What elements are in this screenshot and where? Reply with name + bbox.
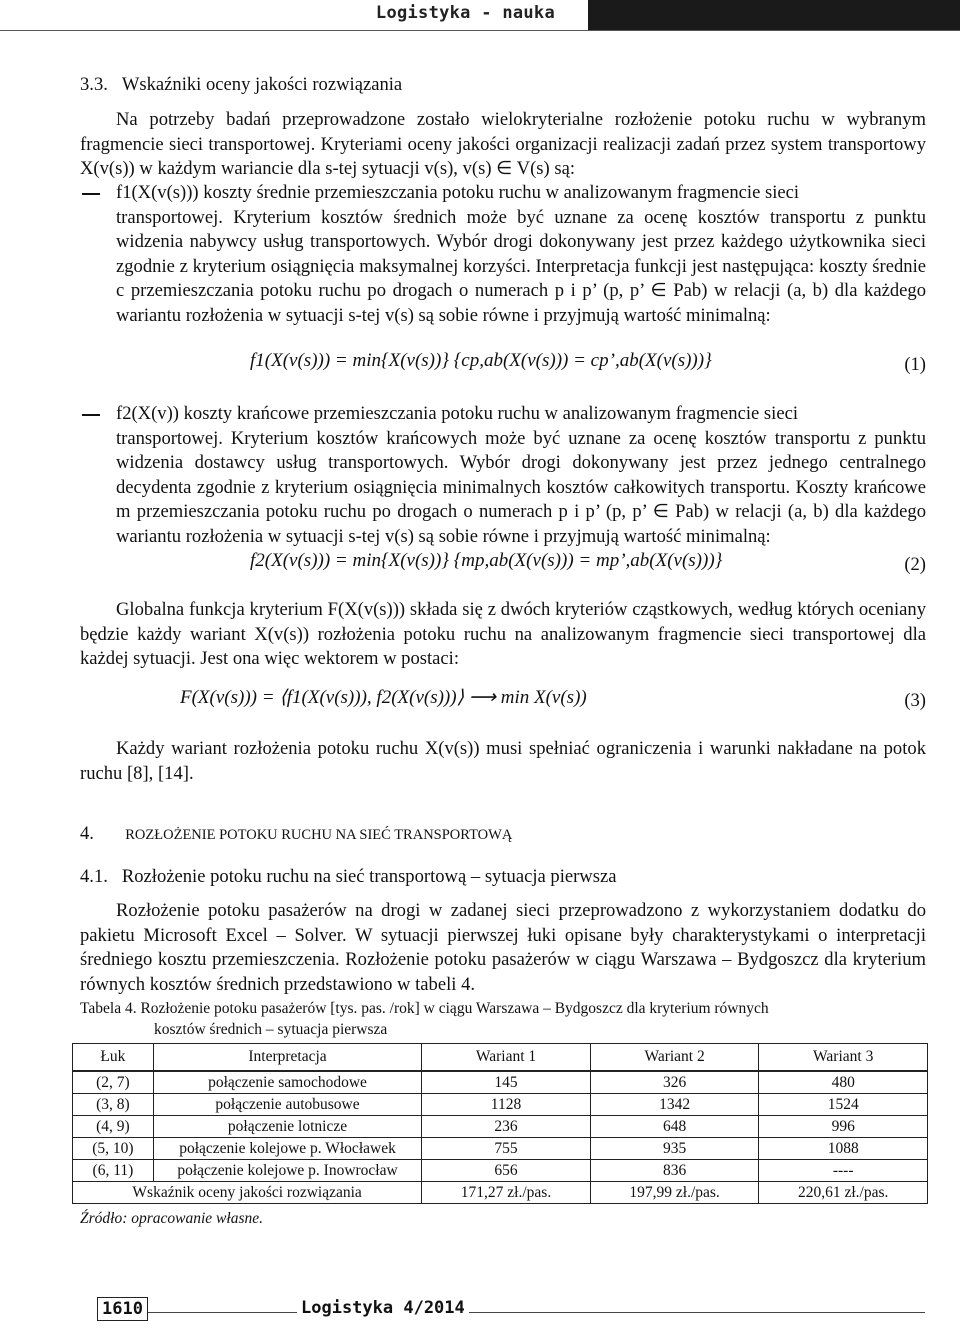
table-cell: 648 [590,1116,759,1138]
equation-3-number: (3) [904,690,926,711]
equation-1 [80,340,926,400]
table-source: Źródło: opracowanie własne. [80,1210,263,1227]
table-header-cell: Interpretacja [153,1044,421,1072]
paragraph-text: Każdy wariant rozłożenia potoku ruchu X(v(s)) musi spełniać ograniczenia i warunki nakładane na potok ruchu [8], [14]. [80,738,926,784]
footer-rule [145,1312,925,1313]
table-cell: (6, 11) [73,1160,154,1182]
table-row [73,1116,928,1138]
table-cell: 836 [590,1160,759,1182]
summary-value: 171,27 zł./pas. [422,1182,591,1204]
table-cell: 145 [422,1071,591,1094]
paragraph-distribution [80,899,926,997]
summary-label: Wskaźnik oceny jakości rozwiązania [73,1182,422,1204]
section-heading-3-3: 3.3. Wskaźniki oceny jakości rozwiązania [80,74,403,95]
table-cell: połączenie lotnicze [153,1116,421,1138]
table-header-cell: Wariant 1 [422,1044,591,1072]
table-cell: (4, 9) [73,1116,154,1138]
distribution-table [72,1043,928,1204]
table-cell: (3, 8) [73,1094,154,1116]
equation-2-formula: f2(X(v(s))) = min{X(v(s))} {mp,ab(X(v(s))) = mp’,ab(X(v(s)))} [250,550,723,571]
header-bar [588,0,960,30]
section-4-title: ROZŁOŻENIE POTOKU RUCHU NA SIEĆ TRANSPORTOWĄ [125,827,513,843]
table-cell: 236 [422,1116,591,1138]
table-cell: połączenie kolejowe p. Włocławek [153,1138,421,1160]
dash-bullet [80,402,102,426]
paragraph-constraints [80,737,926,786]
table-cell: 1088 [759,1138,928,1160]
paragraph-global-criterion [80,598,926,672]
table-row [73,1160,928,1182]
table-cell: 755 [422,1138,591,1160]
section-4-number: 4. [80,823,94,844]
paragraph-text: Rozłożenie potoku pasażerów na drogi w zadanej sieci przeprowadzono z wykorzystaniem dodatku do pakietu Microsoft Excel – Solver. W sytuacji pierwszej łuki opisane były charakterystykami o interpretacji średniego kosztu przemieszczenia. Rozłożenie potoku pasażerów w ciągu Warszawa – Bydgoszcz dla kryterium równych kosztów średnich przedstawiono w tabeli 4. [80,900,926,995]
table-cell: 326 [590,1071,759,1094]
page-footer [0,1296,960,1329]
table-cell: 1128 [422,1094,591,1116]
journal-name: Logistyka 4/2014 [297,1298,469,1318]
table-header-row [73,1044,928,1072]
paragraph-criteria-intro [80,108,926,182]
equation-2 [80,540,926,600]
section-heading-4 [80,823,512,845]
criterion-item-f2 [80,402,926,549]
table-caption-line-1: Tabela 4. Rozłożenie potoku pasażerów [tys. pas. /rok] w ciągu Warszawa – Bydgoszcz dla kryterium równych [80,1000,769,1017]
table-cell: połączenie samochodowe [153,1071,421,1094]
criterion-f2-text: transportowej. Kryterium kosztów krańcowych może być uznane za ocenę kosztów transportu z punktu widzenia dostawcy usług transportowych. Wybór drogi dokonywany jest przez jednego centralnego decydenta zgodnie z kryterium osiągnięcia minimalnych kosztów całkowitych transportu. Koszty krańcowe m przemieszczania potoku ruchu po drogach o numerach p i p’ (p, p’ ∈ Pab) w relacji (a, b) dla każdego wariantu rozłożenia w sytuacji s-tej v(s) są sobie równe i przyjmują wartość minimalną: [116,427,926,547]
criterion-item-f1 [80,181,926,328]
criterion-f1-lead: f1(X(v(s))) koszty średnie przemieszczania potoku ruchu w analizowanym fragmencie sieci [116,182,800,203]
table-cell: 996 [759,1116,928,1138]
table-header-cell: Wariant 3 [759,1044,928,1072]
table-summary-row [73,1182,928,1204]
table-caption [80,998,769,1040]
section-heading-4-1: 4.1. Rozłożenie potoku ruchu na sieć transportową – sytuacja pierwsza [80,866,617,887]
equation-3 [80,676,926,736]
table-cell: połączenie kolejowe p. Inowrocław [153,1160,421,1182]
paragraph-text: Globalna funkcja kryterium F(X(v(s))) składa się z dwóch kryteriów cząstkowych, według których oceniany będzie każdy wariant X(v(s)) rozłożenia potoku ruchu na analizowanym fragmencie sieci transportowej dla każdej sytuacji. Jest ona więc wektorem w postaci: [80,599,926,669]
equation-3-formula: F(X(v(s))) = ⟨f1(X(v(s))), f2(X(v(s)))⟩ ⟶ min X(v(s)) [180,687,587,708]
criterion-f1-text: transportowej. Kryterium kosztów średnich może być uznane za ocenę kosztów transportu z punktu widzenia nabywcy usług transportowych. Wybór drogi dokonywany jest przez każdego użytkownika sieci zgodnie z kryterium osiągnięcia maksymalnej korzyści. Interpretacja funkcji jest następująca: koszty średnie c przemieszczania potoku ruchu po drogach o numerach p i p’ (p, p’ ∈ Pab) w relacji (a, b) dla każdego wariantu rozłożenia w sytuacji s-tej v(s) są sobie równe i przyjmują wartość minimalną: [116,206,926,326]
table-cell: połączenie autobusowe [153,1094,421,1116]
paragraph-text: Na potrzeby badań przeprowadzone zostało wielokryterialne rozłożenie potoku ruchu w wybranym fragmencie sieci transportowej. Kryteriami oceny jakości organizacji realizacji zadań przez system transportowy X(v(s)) w każdym wariancie dla s-tej sytuacji v(s), v(s) ∈ V(s) są: [80,109,926,179]
page-header [0,0,960,31]
table-cell: ---- [759,1160,928,1182]
summary-value: 197,99 zł./pas. [590,1182,759,1204]
table-row [73,1071,928,1094]
table-cell: 480 [759,1071,928,1094]
equation-1-formula: f1(X(v(s))) = min{X(v(s))} {cp,ab(X(v(s))) = cp’,ab(X(v(s)))} [250,350,712,371]
page-number: 1610 [97,1297,148,1321]
table-header-cell: Wariant 2 [590,1044,759,1072]
table-row [73,1138,928,1160]
summary-value: 220,61 zł./pas. [759,1182,928,1204]
table-cell: 1524 [759,1094,928,1116]
equation-2-number: (2) [904,554,926,575]
dash-bullet [80,181,102,205]
table-cell: 656 [422,1160,591,1182]
table-cell: (2, 7) [73,1071,154,1094]
table-row [73,1094,928,1116]
table-cell: 935 [590,1138,759,1160]
criterion-f2-lead: f2(X(v)) koszty krańcowe przemieszczania potoku ruchu w analizowanym fragmencie sieci [116,403,798,424]
equation-1-number: (1) [904,354,926,375]
table-cell: 1342 [590,1094,759,1116]
running-title: Logistyka - nauka [375,3,555,23]
table-header-cell: Łuk [73,1044,154,1072]
table-caption-line-2: kosztów średnich – sytuacja pierwsza [154,1021,388,1038]
table-cell: (5, 10) [73,1138,154,1160]
